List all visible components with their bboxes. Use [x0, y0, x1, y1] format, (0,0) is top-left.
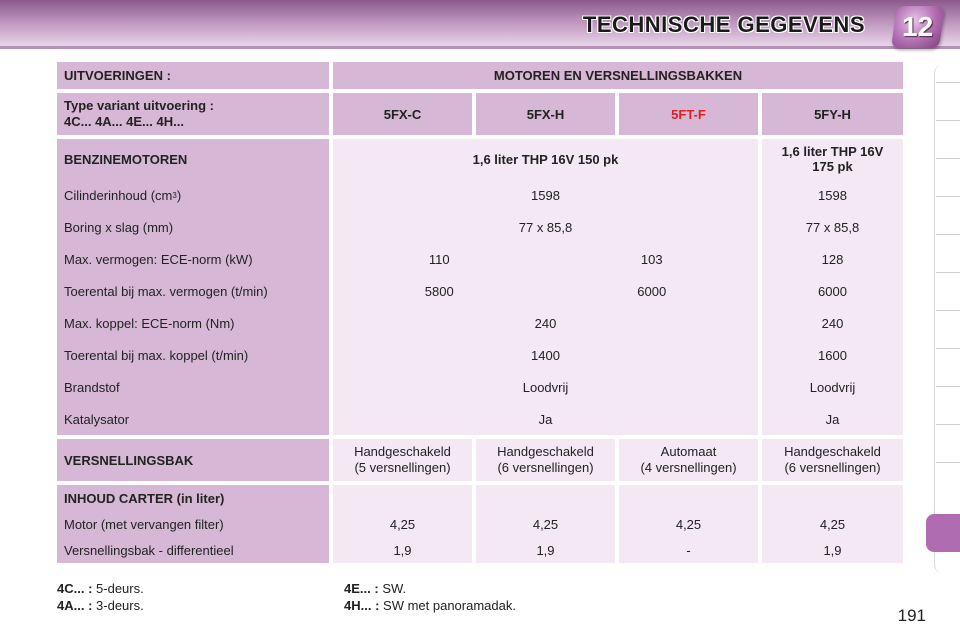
- row-label: Brandstof: [64, 379, 120, 395]
- gearbox-cell: [333, 439, 472, 481]
- footnote-key: 4C... :: [57, 581, 93, 596]
- gearbox-type: Handgeschakeld: [784, 444, 881, 459]
- value-split: [333, 243, 758, 275]
- variant-code-highlight: 5FT-F: [619, 93, 758, 135]
- footnote-key: 4A... :: [57, 598, 93, 613]
- value-cell: 5800: [424, 283, 454, 299]
- variant-row: [57, 93, 905, 135]
- engine-175-title-line2: 175 pk: [812, 159, 853, 174]
- footnote-key: 4H... :: [344, 598, 380, 613]
- page-number: 191: [897, 606, 926, 625]
- footnote-text: 3-deurs.: [96, 598, 144, 613]
- engine-150-title: 1,6 liter THP 16V 150 pk: [472, 151, 619, 167]
- table-head-row: [57, 62, 905, 89]
- variant-code: 5FX-H: [476, 93, 615, 135]
- value-cell: Loodvrij: [809, 379, 856, 395]
- side-tab[interactable]: [936, 82, 960, 118]
- variant-code: 5FY-H: [762, 93, 903, 135]
- side-tab[interactable]: [936, 272, 960, 308]
- chapter-number: 12: [902, 11, 934, 42]
- value-cell: Loodvrij: [522, 379, 569, 395]
- gearbox-type: Handgeschakeld: [354, 444, 451, 459]
- engine-175-title: [762, 139, 903, 179]
- variant-label: [57, 93, 329, 135]
- row-label: Boring x slag (mm): [64, 219, 174, 235]
- gearbox-gears: (6 versnellingen): [784, 460, 881, 475]
- value-cell: 1600: [818, 347, 847, 363]
- value-cell: 240: [534, 315, 557, 331]
- value-cell: 103: [640, 251, 663, 267]
- footnote: [344, 597, 516, 614]
- engine-175-column: [762, 139, 903, 435]
- gearbox-gears: (6 versnellingen): [497, 460, 594, 475]
- value-cell: 110: [428, 251, 450, 267]
- row-label: Toerental bij max. vermogen (t/min): [64, 283, 268, 299]
- footnotes-right: [344, 580, 516, 614]
- page-title: TECHNISCHE GEGEVENS: [582, 12, 865, 37]
- value-cell: 4,25: [532, 516, 559, 532]
- row-label: Katalysator: [64, 411, 130, 427]
- side-tab[interactable]: [936, 348, 960, 384]
- motoren-header: MOTOREN EN VERSNELLINGSBAKKEN: [333, 62, 903, 89]
- row-label: [64, 179, 322, 211]
- value-cell: 6000: [637, 283, 667, 299]
- value-cell: 1,9: [823, 542, 842, 558]
- spacer: [762, 485, 903, 511]
- value-cell: 77 x 85,8: [518, 219, 573, 235]
- value-cell: 1598: [531, 187, 560, 203]
- footnote: [344, 580, 516, 597]
- variant-code: 5FX-C: [333, 93, 472, 135]
- side-tab-active-chapter[interactable]: [926, 514, 960, 552]
- value-cell: 77 x 85,8: [805, 219, 860, 235]
- gearbox-type: Handgeschakeld: [497, 444, 594, 459]
- value-cell: Ja: [825, 411, 840, 427]
- side-tab[interactable]: [936, 234, 960, 270]
- value-cell: Ja: [538, 411, 553, 427]
- spacer: [333, 485, 472, 511]
- engine-150-column: [333, 139, 758, 435]
- header-divider: [0, 46, 960, 49]
- carter-labels: [57, 485, 329, 563]
- footnote-key: 4E... :: [344, 581, 379, 596]
- value-cell: 6000: [818, 283, 847, 299]
- carter-block: [57, 485, 905, 563]
- row-label-text: Cilinderinhoud (cm: [64, 187, 173, 203]
- engine-section-title: BENZINEMOTOREN: [64, 151, 188, 167]
- gearbox-type: Automaat: [660, 444, 717, 459]
- carter-title: INHOUD CARTER (in liter): [64, 490, 225, 506]
- variant-label-line2: 4C... 4A... 4E... 4H...: [64, 114, 184, 129]
- engine-labels: [57, 139, 329, 435]
- row-label: Toerental bij max. koppel (t/min): [64, 347, 249, 363]
- carter-column: [476, 485, 615, 563]
- spec-table: [57, 62, 905, 567]
- gearbox-cell: [619, 439, 758, 481]
- gearbox-row: [57, 439, 905, 481]
- carter-column: [619, 485, 758, 563]
- value-cell: 1400: [531, 347, 560, 363]
- chapter-badge[interactable]: [891, 6, 945, 48]
- value-cell: 4,25: [389, 516, 416, 532]
- value-cell: 4,25: [819, 516, 846, 532]
- value-split: [333, 275, 758, 307]
- side-tab[interactable]: [936, 462, 960, 498]
- gearbox-gears: (5 versnellingen): [354, 460, 451, 475]
- footnote-text: 5-deurs.: [96, 581, 144, 596]
- gearbox-cell: [762, 439, 903, 481]
- value-cell: 4,25: [675, 516, 702, 532]
- uitvoeringen-header: UITVOERINGEN :: [57, 62, 329, 89]
- variant-label-line1: Type variant uitvoering :: [64, 98, 215, 113]
- engine-block: [57, 139, 905, 435]
- gearbox-label: VERSNELLINGSBAK: [57, 439, 329, 481]
- side-tab[interactable]: [936, 196, 960, 232]
- row-label: Versnellingsbak - differentieel: [64, 542, 234, 558]
- footnote-text: SW.: [382, 581, 407, 596]
- value-cell: 1598: [818, 187, 847, 203]
- gearbox-gears: (4 versnellingen): [640, 460, 737, 475]
- gearbox-cell: [476, 439, 615, 481]
- row-label: Motor (met vervangen filter): [64, 516, 224, 532]
- carter-column: [762, 485, 903, 563]
- side-tab[interactable]: [936, 386, 960, 422]
- footnote-text: SW met panoramadak.: [383, 598, 516, 613]
- value-cell: 1,9: [393, 542, 412, 558]
- row-label: Max. vermogen: ECE-norm (kW): [64, 251, 253, 267]
- spacer: [476, 485, 615, 511]
- carter-column: [333, 485, 472, 563]
- side-tab[interactable]: [936, 120, 960, 156]
- engine-175-title-line1: 1,6 liter THP 16V: [781, 144, 884, 159]
- side-tabs: [928, 64, 960, 574]
- value-cell: 1,9: [536, 542, 555, 558]
- value-cell: -: [686, 542, 691, 558]
- spacer: [619, 485, 758, 511]
- value-cell: 128: [821, 251, 844, 267]
- side-tab[interactable]: [936, 310, 960, 346]
- value-cell: 240: [821, 315, 844, 331]
- footnote: [57, 597, 144, 614]
- row-label: Max. koppel: ECE-norm (Nm): [64, 315, 235, 331]
- side-tab[interactable]: [936, 158, 960, 194]
- superscript: 3: [172, 190, 177, 200]
- footnote: [57, 580, 144, 597]
- footnotes-left: [57, 580, 144, 614]
- side-tab[interactable]: [936, 424, 960, 460]
- row-label-text-end: ): [176, 187, 182, 203]
